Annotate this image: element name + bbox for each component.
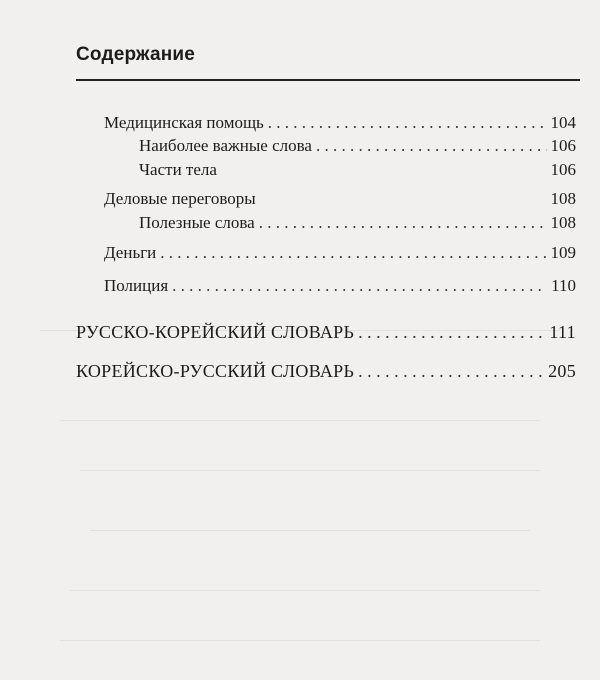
- heading-rule: [76, 79, 580, 81]
- toc-entry-page: 111: [549, 322, 576, 342]
- toc-entry-page: 110: [551, 276, 576, 295]
- toc-leader-dots: [160, 243, 546, 263]
- toc-entry-title: Полиция: [104, 276, 169, 295]
- toc-leader-dots: [316, 136, 547, 156]
- section-heading: Содержание: [76, 44, 196, 65]
- toc-leader-dots: [259, 213, 547, 233]
- toc-entry[interactable]: [104, 113, 576, 133]
- toc-entry[interactable]: [139, 160, 576, 180]
- toc-entry-title: Медицинская помощь: [104, 113, 264, 132]
- toc-leader-dots: [358, 361, 544, 382]
- toc-entry-title: Полезные слова: [139, 213, 255, 232]
- toc-leader-dots: [172, 276, 547, 296]
- toc-entry-page: 104: [550, 113, 576, 132]
- toc-entry[interactable]: [139, 213, 576, 233]
- toc-entry-page: 109: [550, 243, 576, 262]
- toc-entry-page: 108: [550, 213, 576, 232]
- toc-major-entry[interactable]: [76, 361, 576, 382]
- toc-entry-page: 106: [550, 136, 576, 155]
- toc-leader-dots: [358, 322, 545, 343]
- toc-entry-title: Деньги: [104, 243, 157, 262]
- toc-entry-page: 106: [550, 160, 576, 179]
- toc-entry-title: Части тела: [139, 160, 217, 179]
- toc-entry[interactable]: [104, 276, 576, 296]
- toc-entry-title: РУССКО-КОРЕЙСКИЙ СЛОВАРЬ: [76, 322, 355, 342]
- toc-entry-page: 205: [548, 361, 576, 381]
- toc-entry[interactable]: [104, 189, 576, 209]
- toc-entry-title: Деловые переговоры: [104, 189, 256, 208]
- toc-leader-dots: [268, 113, 547, 133]
- toc-entry[interactable]: [104, 243, 576, 263]
- toc-entry-page: 108: [550, 189, 576, 208]
- toc-entry[interactable]: [139, 136, 576, 156]
- toc-entry-title: КОРЕЙСКО-РУССКИЙ СЛОВАРЬ: [76, 361, 355, 381]
- toc-major-entry[interactable]: [76, 322, 576, 343]
- toc-entry-title: Наиболее важные слова: [139, 136, 312, 155]
